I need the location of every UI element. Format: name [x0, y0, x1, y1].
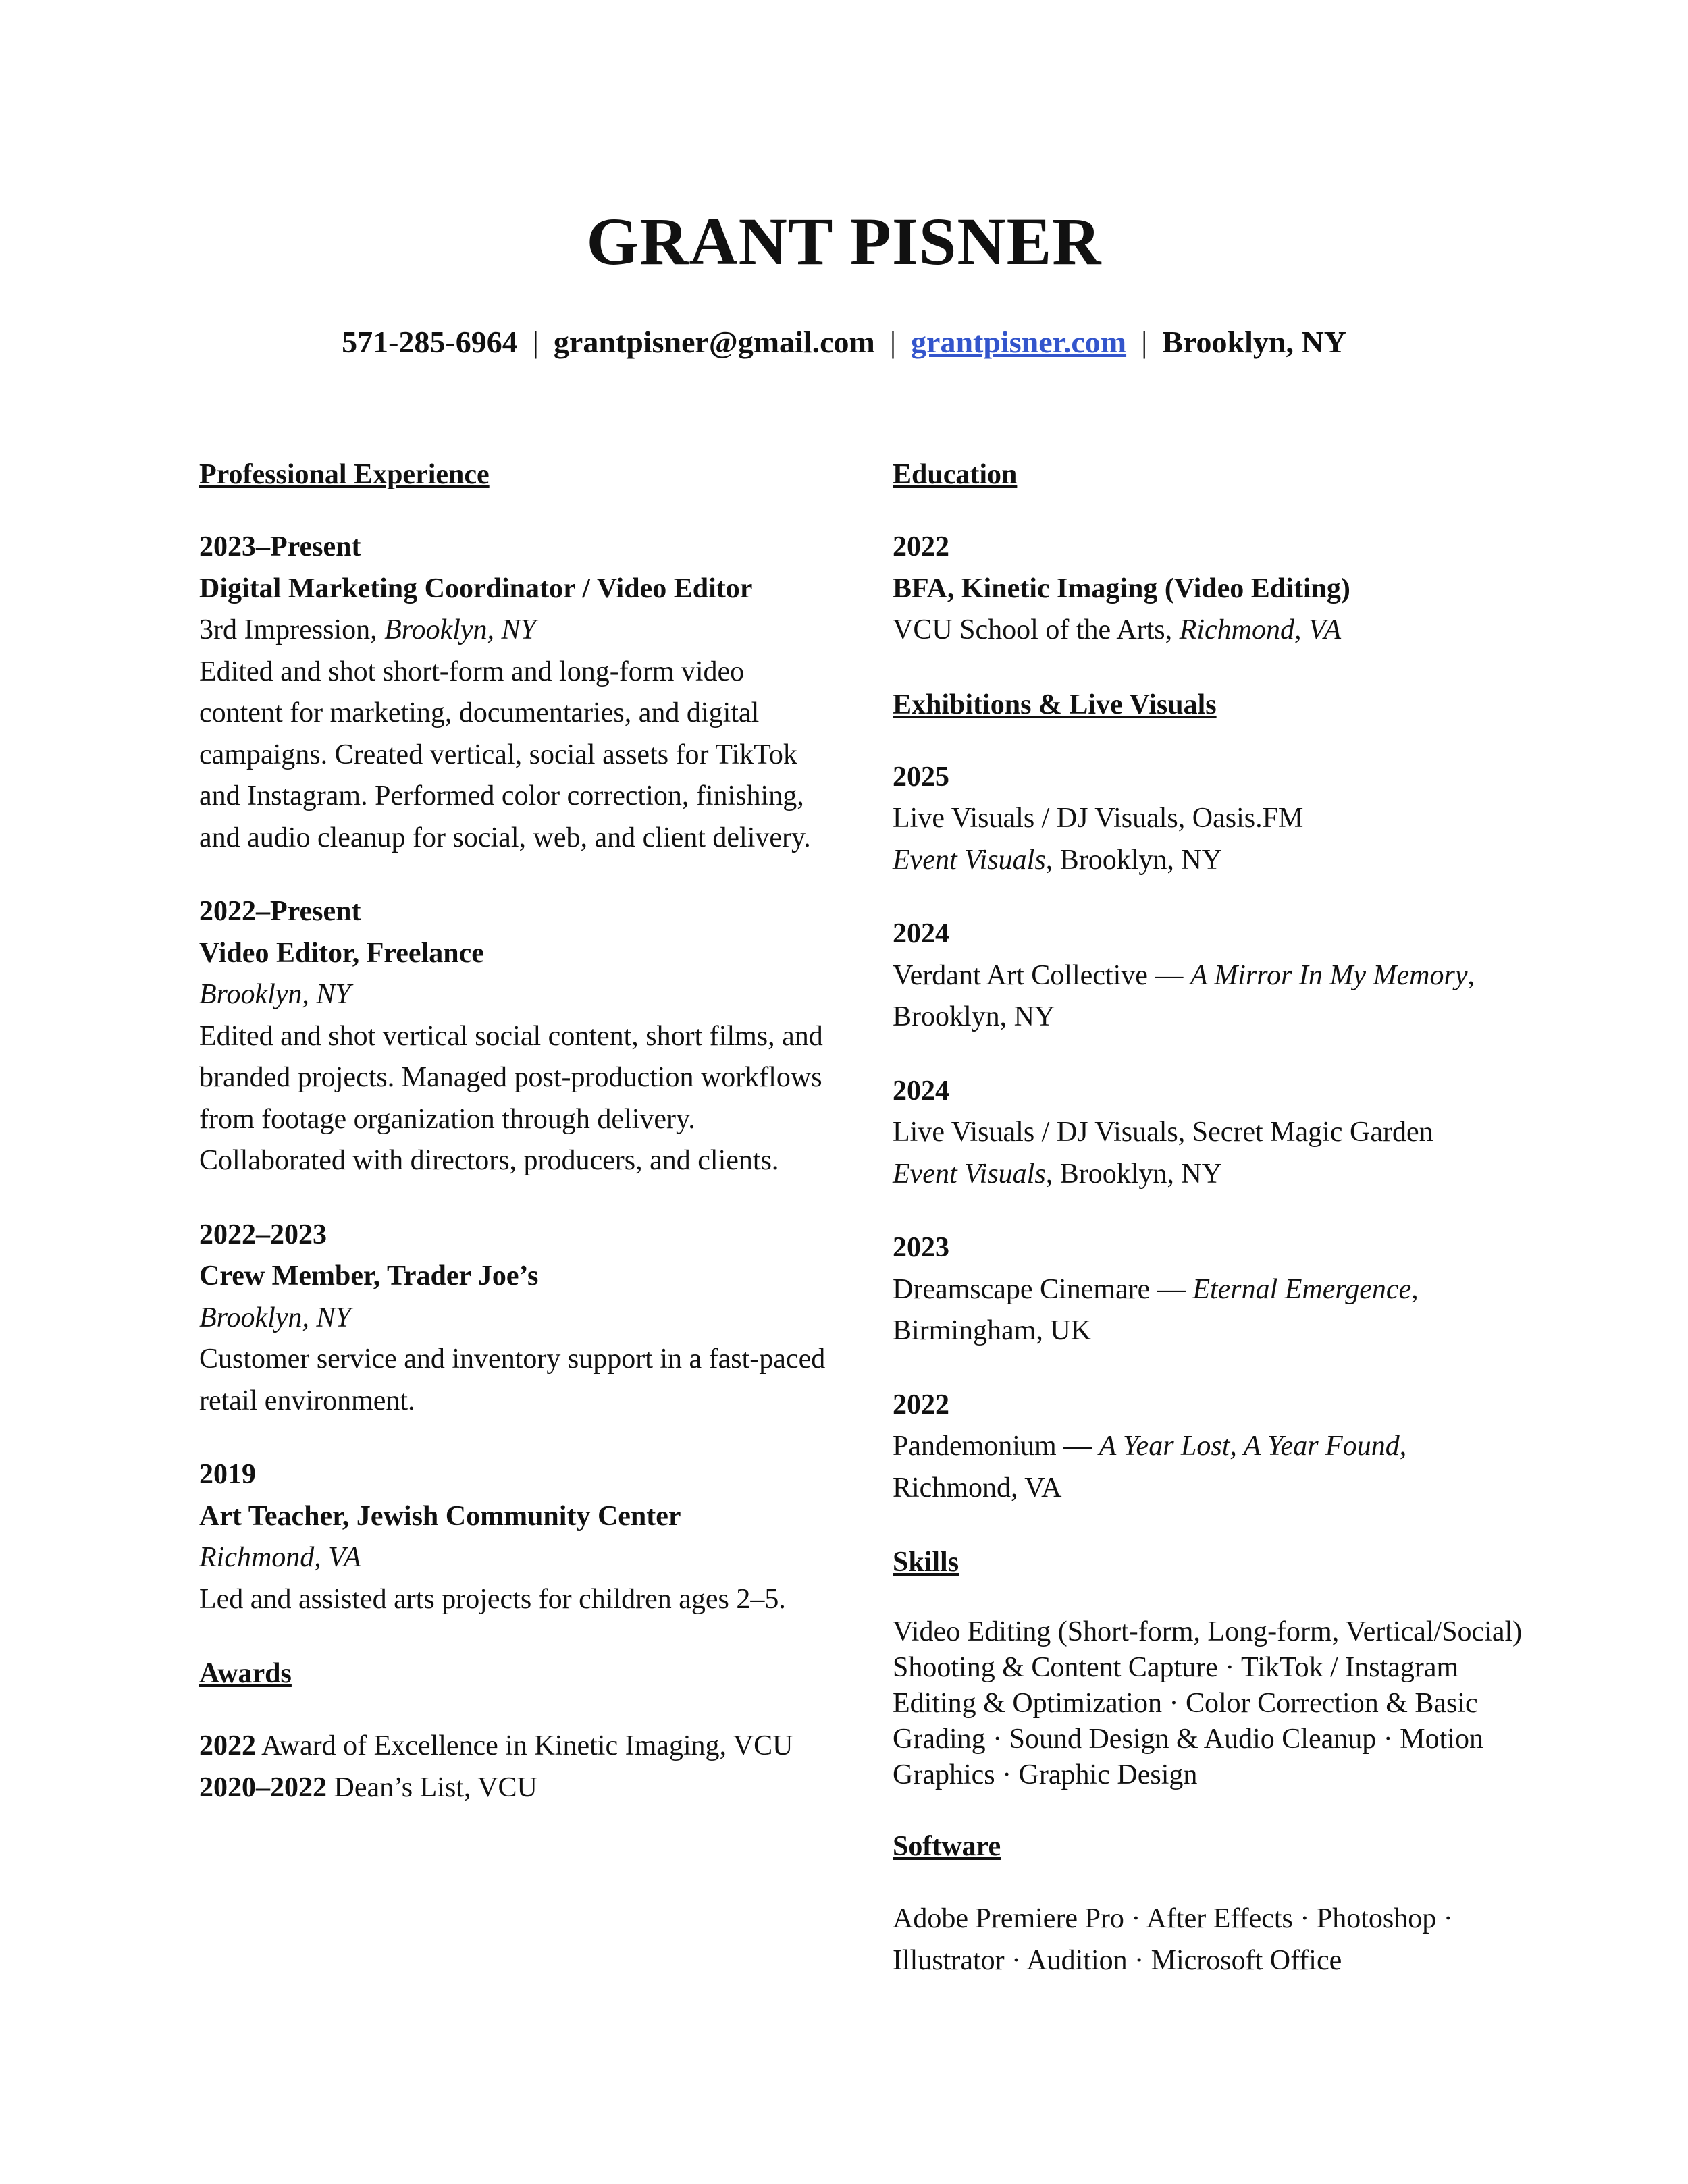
entry-role: Crew Member, Trader Joe’s — [199, 1260, 539, 1291]
education-location: Richmond, VA — [1179, 614, 1342, 645]
exhibition-year: 2025 — [893, 761, 949, 793]
exhibition-work: Eternal Emergence — [1192, 1273, 1412, 1305]
entry-years: 2023–Present — [199, 531, 361, 562]
exhibition-punct: , — [1399, 1431, 1407, 1462]
section-title-education: Education — [893, 459, 1018, 490]
section-title-exhibitions: Exhibitions & Live Visuals — [893, 689, 1217, 720]
entry-description: Customer service and inventory support in a fast-paced retail environment. — [199, 1343, 826, 1416]
education-school: VCU School of the Arts, — [893, 614, 1180, 645]
exhibition-entry — [893, 913, 1541, 1038]
award-text: Award of Excellence in Kinetic Imaging, VCU — [256, 1730, 793, 1761]
exhibition-punct: , — [1411, 1273, 1419, 1305]
exhibition-location: , Brooklyn, NY — [1045, 1158, 1223, 1190]
entry-org: 3rd Impression, — [199, 614, 385, 645]
section-title-awards: Awards — [199, 1658, 292, 1689]
exhibition-title — [893, 1269, 1541, 1311]
exhibition-entry — [893, 1227, 1541, 1352]
education-degree: BFA, Kinetic Imaging (Video Editing) — [893, 572, 1350, 604]
resume-name: GRANT PISNER — [586, 204, 1102, 279]
exhibition-year: 2022 — [893, 1389, 949, 1420]
experience-entry — [199, 1215, 834, 1422]
exhibition-location: , Brooklyn, NY — [1045, 844, 1223, 876]
exhibition-venue: Pandemonium — — [893, 1431, 1099, 1462]
section-title-skills: Skills — [893, 1547, 959, 1578]
entry-location: Brooklyn, NY — [199, 1302, 351, 1333]
email-address: grantpisner@gmail.com — [553, 325, 875, 359]
experience-entry — [199, 891, 834, 1182]
award-text: Dean’s List, VCU — [327, 1772, 537, 1803]
entry-location: Brooklyn, NY — [384, 614, 536, 645]
education-entry — [893, 527, 1541, 651]
exhibition-punct: , — [1467, 959, 1475, 991]
exhibition-entry — [893, 1385, 1541, 1510]
award-item — [199, 1726, 834, 1767]
exhibition-year: 2023 — [893, 1232, 949, 1263]
entry-years: 2019 — [199, 1459, 256, 1490]
exhibition-location: Brooklyn, NY — [893, 1001, 1055, 1032]
award-year: 2020–2022 — [199, 1772, 327, 1803]
experience-entry — [199, 1454, 834, 1620]
exhibition-title — [893, 1426, 1541, 1468]
entry-years: 2022–2023 — [199, 1219, 327, 1250]
website-link[interactable]: grantpisner.com — [911, 325, 1127, 359]
education-school-line — [893, 610, 1541, 651]
software-text: Adobe Premiere Pro · After Effects · Photoshop · Illustrator · Audition · Microsoft Office — [893, 1903, 1453, 1976]
exhibition-location: Richmond, VA — [893, 1472, 1062, 1503]
separator: | — [889, 325, 897, 359]
exhibition-work: A Mirror In My Memory — [1190, 959, 1468, 991]
exhibition-venue: Dreamscape Cinemare — — [893, 1273, 1193, 1305]
entry-description: Edited and shot short-form and long-form video content for marketing, documentaries, and digital campaigns. Created vertical, social assets for TikTok and Instagram. Performed color correction, finishing, and audio cleanup for social, web, and client delivery. — [199, 656, 811, 853]
left-column — [199, 454, 834, 1809]
entry-description: Led and assisted arts projects for children ages 2–5. — [199, 1583, 786, 1615]
exhibition-title: Live Visuals / DJ Visuals, Secret Magic Garden — [893, 1117, 1433, 1148]
entry-location: Brooklyn, NY — [199, 979, 351, 1010]
education-year: 2022 — [893, 531, 949, 562]
location: Brooklyn, NY — [1162, 325, 1346, 359]
section-title-software: Software — [893, 1831, 1001, 1862]
entry-role: Art Teacher, Jewish Community Center — [199, 1500, 681, 1532]
entry-location: Richmond, VA — [199, 1542, 361, 1573]
right-column — [893, 454, 1541, 1981]
exhibition-location: Birmingham, UK — [893, 1315, 1091, 1346]
contact-line — [0, 324, 1688, 360]
exhibition-entry — [893, 1071, 1541, 1196]
exhibition-year: 2024 — [893, 918, 949, 949]
exhibition-title — [893, 955, 1541, 997]
phone-number: 571-285-6964 — [342, 325, 518, 359]
exhibition-year: 2024 — [893, 1075, 949, 1107]
exhibition-type: Event Visuals — [893, 844, 1046, 876]
entry-description: Edited and shot vertical social content, short films, and branded projects. Managed post-production workflows from footage organization through delivery. Collaborated with directors, producers, and clients. — [199, 1020, 823, 1176]
separator: | — [532, 325, 539, 359]
entry-role: Digital Marketing Coordinator / Video Editor — [199, 572, 753, 604]
exhibition-work: A Year Lost, A Year Found — [1099, 1431, 1400, 1462]
exhibition-detail — [893, 840, 1541, 882]
experience-entry — [199, 527, 834, 859]
entry-org-line — [199, 610, 834, 651]
award-year: 2022 — [199, 1730, 256, 1761]
exhibition-title: Live Visuals / DJ Visuals, Oasis.FM — [893, 803, 1304, 834]
exhibition-detail — [893, 1154, 1541, 1196]
exhibition-venue: Verdant Art Collective — — [893, 959, 1190, 991]
section-title-experience: Professional Experience — [199, 459, 490, 490]
separator: | — [1141, 325, 1148, 359]
award-item — [199, 1767, 834, 1809]
exhibition-entry — [893, 757, 1541, 882]
skills-text: Video Editing (Short-form, Long-form, Vertical/Social) Shooting & Content Capture · TikTok / Instagram Editing & Optimization · Color Correction & Basic Grading · Sound Design & Audio Cleanup · Motion Graphics · Graphic Design — [893, 1616, 1523, 1790]
entry-years: 2022–Present — [199, 896, 361, 927]
awards-list — [199, 1726, 834, 1809]
exhibition-type: Event Visuals — [893, 1158, 1046, 1190]
entry-role: Video Editor, Freelance — [199, 937, 484, 969]
